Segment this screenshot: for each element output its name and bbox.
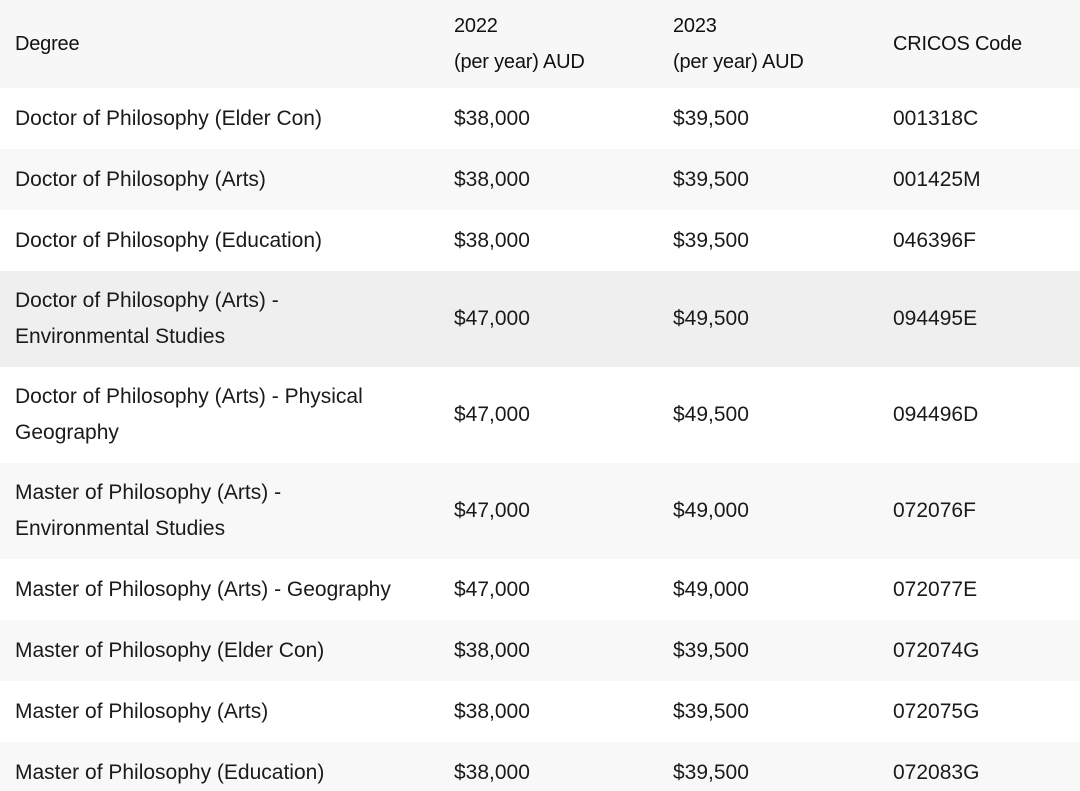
cell-fee-2023: $49,000: [673, 499, 749, 522]
cell-fee-2023: $39,500: [673, 106, 749, 130]
cell-degree-line: Master of Philosophy (Arts) -: [15, 481, 282, 504]
table-row: [0, 742, 1080, 791]
cell-degree-line: Environmental Studies: [15, 325, 226, 348]
cell-fee-2022: $47,000: [454, 307, 530, 330]
header-2023: [658, 0, 878, 88]
cell-cricos: 094495E: [893, 307, 978, 330]
table-row: [0, 620, 1080, 681]
cell-fee-2023: $39,500: [673, 760, 749, 784]
cell-degree-line: Doctor of Philosophy (Arts) -: [15, 289, 279, 312]
header-row: [0, 0, 1080, 88]
header-2022: [439, 0, 658, 88]
table-row: [0, 367, 1080, 463]
cell-cricos: 072077E: [893, 577, 978, 601]
cell-fee-2023: $49,000: [673, 577, 749, 601]
header-2022-unit: (per year) AUD: [454, 51, 585, 73]
table-body: [0, 88, 1080, 791]
cell-fee-2022: $47,000: [454, 403, 530, 426]
table-row: [0, 88, 1080, 149]
cell-degree-line: Doctor of Philosophy (Arts) - Physical: [15, 385, 363, 408]
cell-cricos: 001425M: [893, 167, 981, 191]
table-row: [0, 681, 1080, 742]
header-2022-year: 2022: [454, 15, 498, 37]
cell-degree: Master of Philosophy (Education): [15, 760, 325, 784]
header-2023-unit: (per year) AUD: [673, 51, 804, 73]
cell-degree-line: Environmental Studies: [15, 517, 226, 540]
table-row: [0, 210, 1080, 271]
cell-degree: Master of Philosophy (Arts): [15, 699, 269, 723]
cell-degree: Doctor of Philosophy (Education): [15, 228, 322, 252]
cell-fee-2023: $49,500: [673, 307, 749, 330]
cell-fee-2022: $38,000: [454, 106, 530, 130]
table-header: [0, 0, 1080, 88]
cell-cricos: 094496D: [893, 403, 979, 426]
cell-degree: Master of Philosophy (Arts) - Geography: [15, 577, 391, 601]
cell-cricos: 072075G: [893, 699, 980, 723]
cell-fee-2022: $38,000: [454, 638, 530, 662]
cell-cricos: 072083G: [893, 760, 980, 784]
cell-cricos: 072074G: [893, 638, 980, 662]
table-row: [0, 559, 1080, 620]
cell-degree: [0, 271, 439, 367]
cell-fee-2022: $38,000: [454, 228, 530, 252]
cell-fee-2022: $47,000: [454, 577, 530, 601]
cell-cricos: 001318C: [893, 106, 979, 130]
header-cricos: CRICOS Code: [893, 33, 1022, 55]
cell-degree: Doctor of Philosophy (Elder Con): [15, 106, 322, 130]
cell-fee-2022: $38,000: [454, 699, 530, 723]
header-degree: Degree: [15, 33, 80, 55]
cell-fee-2023: $39,500: [673, 638, 749, 662]
cell-fee-2022: $47,000: [454, 499, 530, 522]
cell-cricos: 072076F: [893, 499, 976, 522]
cell-degree: [0, 463, 439, 559]
table-row: [0, 271, 1080, 367]
table-row: [0, 149, 1080, 210]
cell-degree: Doctor of Philosophy (Arts): [15, 167, 266, 191]
cell-fee-2022: $38,000: [454, 760, 530, 784]
header-2023-year: 2023: [673, 15, 717, 37]
cell-fee-2022: $38,000: [454, 167, 530, 191]
cell-fee-2023: $49,500: [673, 403, 749, 426]
cell-degree: Master of Philosophy (Elder Con): [15, 638, 325, 662]
cell-fee-2023: $39,500: [673, 228, 749, 252]
table-row: [0, 463, 1080, 559]
cell-degree: [0, 367, 439, 463]
cell-fee-2023: $39,500: [673, 167, 749, 191]
cell-cricos: 046396F: [893, 228, 976, 252]
cell-degree-line: Geography: [15, 421, 119, 444]
cell-fee-2023: $39,500: [673, 699, 749, 723]
